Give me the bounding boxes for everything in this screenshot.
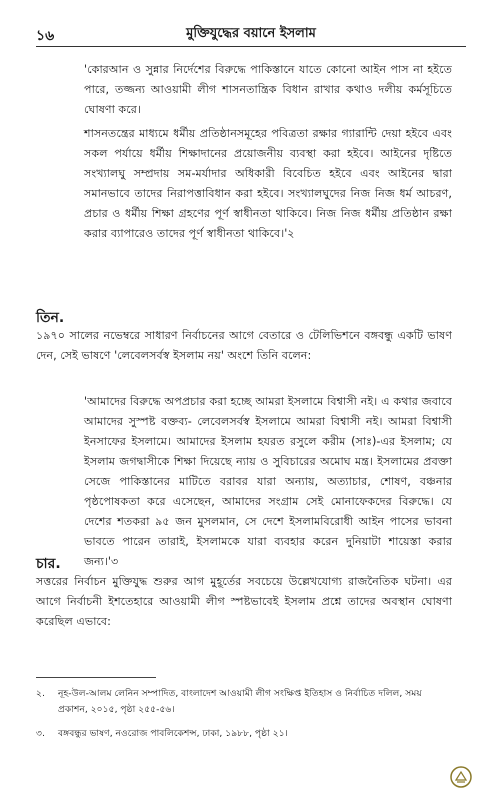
footnote-text: বঙ্গবন্ধুর ভাষণ, নওরোজ পাবলিকেশন্স, ঢাকা, ১৯৮৮, পৃষ্ঠা ২১। xyxy=(58,728,288,739)
footnote-rule xyxy=(36,677,156,678)
section-heading-four: চার. xyxy=(36,556,61,572)
page-number: ১৬ xyxy=(36,28,55,44)
footnote-mark: ২. xyxy=(36,688,45,699)
page-header xyxy=(36,24,466,48)
footnote-mark: ৩. xyxy=(36,728,45,739)
running-title: মুক্তিযুদ্ধের বয়ানে ইসলাম xyxy=(186,26,316,41)
body-paragraph-2: সত্তরের নির্বাচন মুক্তিযুদ্ধ শুরুর আগ মুহূর্তের সবচেয়ে উল্লেখযোগ্য রাজনৈতিক ঘটনা। এর আগে নির্বাচনী ইশতেহারে আওয়ামী লীগ স্পষ্টভাবেই ইসলাম প্রশ্নে তাদের অবস্থান ঘোষণা করেছিল এভাবে: xyxy=(36,575,452,628)
quote-paragraph-1: 'কোরআন ও সুন্নার নির্দেশের বিরুদ্ধে পাকিস্তানে যাতে কোনো আইন পাস না হইতে পারে, তজ্জন্য আওয়ামী লীগ শাসনতান্ত্রিক বিধান রাখার কথাও দলীয় কর্মসূচিতে ঘোষণা করে। xyxy=(84,63,452,116)
quote-paragraph-2: শাসনতন্ত্রের মাধ্যমে ধর্মীয় প্রতিষ্ঠানসমূহের পবিত্রতা রক্ষার গ্যারান্টি দেয়া হইবে এবং সকল পর্যায়ে ধর্মীয় শিক্ষাদানের প্রয়োজনীয় ব্যবস্থা করা হইবে। আইনের দৃষ্টিতে সংখ্যালঘু সম্প্রদায় সম-মর্যাদার অধিকারী বিবেচিত হইবে এবং আইনের দ্বারা সমানভাবে তাদের নিরাপত্তাবিধান করা হইবে। সংখ্যালঘুদের নিজ নিজ ধর্ম আচরণ, প্রচার ও ধর্মীয় শিক্ষা গ্রহণের পূর্ণ স্বাধীনতা থাকিবে। নিজ নিজ ধর্মীয় প্রতিষ্ঠান রক্ষা করার ব্যাপারেও তাদের পূর্ণ স্বাধীনতা থাকিবে।'২ xyxy=(84,127,452,240)
header-rule xyxy=(36,46,466,47)
quote-paragraph-3: 'আমাদের বিরুদ্ধে অপপ্রচার করা হচ্ছে আমরা ইসলামে বিশ্বাসী নই। এ কথার জবাবে আমাদের সুস্পষ্ট বক্তব্য- লেবেলসর্বস্ব ইসলামে আমরা বিশ্বাসী নই। আমরা বিশ্বাসী ইনসাফের ইসলামে। আমাদের ইসলাম হযরত রসুলে করীম (সাঃ)-এর ইসলাম; যে ইসলাম জগদ্বাসীকে শিক্ষা দিয়েছে ন্যায় ও সুবিচারের অমোঘ মন্ত্র। ইসলামের প্রবক্তা সেজে পাকিস্তানের মাটিতে বরাবর যারা অন্যায়, অত্যাচার, শোষণ, বঞ্চনার পৃষ্ঠপোষকতা করে এসেছেন, আমাদের সংগ্রাম সেই মোনাফেকদের বিরুদ্ধে। যে দেশের শতকরা ৯৫ জন মুসলমান, সে দেশে ইসলামবিরোধী আইন পাসের ভাবনা ভাবতে পারেন তারাই, ইসলামকে যারা ব্যবহার করেন দুনিয়াটা শায়েস্তা করার জন্য।'৩ xyxy=(84,395,452,568)
footnote-1 xyxy=(36,686,452,718)
section-heading-three: তিন. xyxy=(36,310,65,326)
body-paragraph-1: ১৯৭০ সালের নভেম্বরে সাধারণ নির্বাচনের আগে বেতারে ও টেলিভিশনে বঙ্গবন্ধু একটি ভাষণ দেন, সেই ভাষণে 'লেবেলসর্বস্ব ইসলাম নয়' অংশে তিনি বলেন: xyxy=(36,329,452,362)
publisher-logo-icon xyxy=(450,766,472,788)
footnote-2 xyxy=(36,726,452,742)
footnote-text: নূহ-উল-আলম লেনিন সম্পাদিত, বাংলাদেশ আওয়ামী লীগ সংক্ষিপ্ত ইতিহাস ও নির্বাচিত দলিল, সময় প্রকাশন, ২০১৫, পৃষ্ঠা ২৫৫-৫৬। xyxy=(58,688,422,715)
